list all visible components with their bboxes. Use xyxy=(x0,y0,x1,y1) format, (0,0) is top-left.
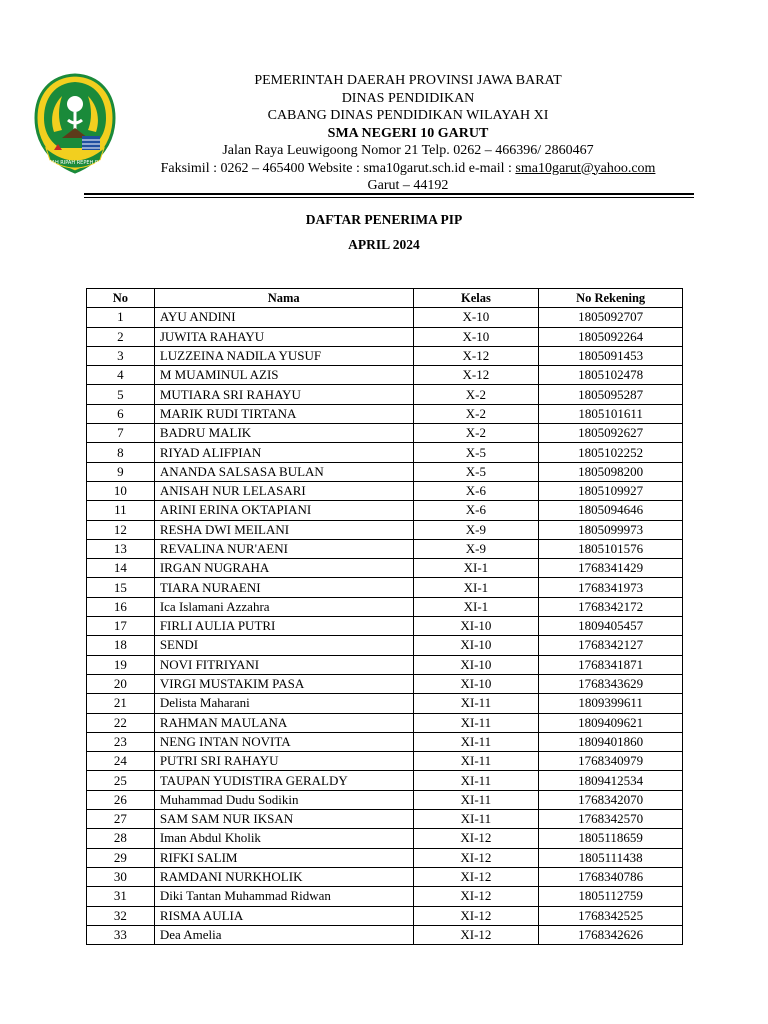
cell-kelas: X-5 xyxy=(413,462,539,481)
cell-no: 22 xyxy=(87,713,155,732)
table-row xyxy=(87,694,683,713)
cell-kelas: XI-11 xyxy=(413,713,539,732)
table-row xyxy=(87,308,683,327)
header-email-link[interactable]: sma10garut@yahoo.com xyxy=(515,160,656,176)
cell-no: 10 xyxy=(87,481,155,500)
west-java-emblem-icon xyxy=(32,72,118,176)
cell-nama: RESHA DWI MEILANI xyxy=(154,520,413,539)
cell-no: 17 xyxy=(87,617,155,636)
cell-no-rekening: 1768342626 xyxy=(539,925,683,944)
cell-no-rekening: 1768341429 xyxy=(539,559,683,578)
table-row xyxy=(87,810,683,829)
cell-no-rekening: 1805118659 xyxy=(539,829,683,848)
cell-nama: LUZZEINA NADILA YUSUF xyxy=(154,346,413,365)
cell-nama: MUTIARA SRI RAHAYU xyxy=(154,385,413,404)
header-divider-thick xyxy=(84,193,694,195)
cell-no-rekening: 1805112759 xyxy=(539,887,683,906)
cell-kelas: XI-11 xyxy=(413,790,539,809)
cell-kelas: X-6 xyxy=(413,481,539,500)
cell-nama: RIYAD ALIFPIAN xyxy=(154,443,413,462)
table-row xyxy=(87,520,683,539)
cell-nama: FIRLI AULIA PUTRI xyxy=(154,617,413,636)
table-row xyxy=(87,578,683,597)
table-row xyxy=(87,829,683,848)
recipients-table xyxy=(86,288,683,945)
cell-nama: PUTRI SRI RAHAYU xyxy=(154,752,413,771)
cell-nama: ANISAH NUR LELASARI xyxy=(154,481,413,500)
table-row xyxy=(87,366,683,385)
header-nama: Nama xyxy=(154,289,413,308)
cell-kelas: XI-12 xyxy=(413,925,539,944)
cell-nama: RISMA AULIA xyxy=(154,906,413,925)
cell-kelas: XI-12 xyxy=(413,848,539,867)
cell-no-rekening: 1809405457 xyxy=(539,617,683,636)
cell-kelas: X-9 xyxy=(413,520,539,539)
cell-kelas: X-5 xyxy=(413,443,539,462)
cell-no-rekening: 1768342525 xyxy=(539,906,683,925)
cell-kelas: XI-1 xyxy=(413,578,539,597)
header-city: Garut – 44192 xyxy=(367,178,449,193)
cell-nama: NENG INTAN NOVITA xyxy=(154,732,413,751)
cell-no: 27 xyxy=(87,810,155,829)
cell-no: 6 xyxy=(87,404,155,423)
header-no-rekening: No Rekening xyxy=(539,289,683,308)
cell-kelas: X-10 xyxy=(413,327,539,346)
header-address: Jalan Raya Leuwigoong Nomor 21 Telp. 0262 – 466396/ 2860467 xyxy=(222,143,594,158)
header-government: PEMERINTAH DAERAH PROVINSI JAWA BARAT xyxy=(254,73,562,88)
cell-kelas: X-12 xyxy=(413,346,539,365)
cell-no: 24 xyxy=(87,752,155,771)
cell-no: 23 xyxy=(87,732,155,751)
cell-no: 5 xyxy=(87,385,155,404)
cell-kelas: XI-10 xyxy=(413,655,539,674)
table-row xyxy=(87,906,683,925)
table-row xyxy=(87,732,683,751)
cell-kelas: XI-12 xyxy=(413,829,539,848)
cell-nama: Ica Islamani Azzahra xyxy=(154,597,413,616)
cell-nama: SENDI xyxy=(154,636,413,655)
cell-no: 32 xyxy=(87,906,155,925)
cell-no-rekening: 1768341871 xyxy=(539,655,683,674)
cell-kelas: XI-12 xyxy=(413,887,539,906)
cell-nama: MARIK RUDI TIRTANA xyxy=(154,404,413,423)
header-contact xyxy=(128,160,688,178)
table-row xyxy=(87,597,683,616)
cell-no-rekening: 1805109927 xyxy=(539,481,683,500)
cell-kelas: XI-11 xyxy=(413,752,539,771)
cell-no-rekening: 1809412534 xyxy=(539,771,683,790)
cell-kelas: XI-10 xyxy=(413,636,539,655)
header-divider-thin xyxy=(84,197,694,198)
cell-nama: VIRGI MUSTAKIM PASA xyxy=(154,674,413,693)
cell-no: 33 xyxy=(87,925,155,944)
table-row xyxy=(87,771,683,790)
cell-no: 1 xyxy=(87,308,155,327)
header-kelas: Kelas xyxy=(413,289,539,308)
cell-no: 11 xyxy=(87,501,155,520)
cell-kelas: XI-10 xyxy=(413,674,539,693)
cell-nama: RAHMAN MAULANA xyxy=(154,713,413,732)
cell-no: 3 xyxy=(87,346,155,365)
cell-nama: TAUPAN YUDISTIRA GERALDY xyxy=(154,771,413,790)
cell-kelas: X-10 xyxy=(413,308,539,327)
cell-no-rekening: 1805102252 xyxy=(539,443,683,462)
table-row xyxy=(87,443,683,462)
table-row xyxy=(87,404,683,423)
cell-nama: SAM SAM NUR IKSAN xyxy=(154,810,413,829)
cell-no: 2 xyxy=(87,327,155,346)
cell-no-rekening: 1805092627 xyxy=(539,424,683,443)
cell-kelas: X-2 xyxy=(413,424,539,443)
table-row xyxy=(87,501,683,520)
header-fax-website: Faksimil : 0262 – 465400 Website : sma10garut.sch.id e-mail : xyxy=(160,160,516,176)
header-school-name: SMA NEGERI 10 GARUT xyxy=(327,125,489,141)
cell-no: 14 xyxy=(87,559,155,578)
cell-no-rekening: 1768343629 xyxy=(539,674,683,693)
cell-kelas: X-2 xyxy=(413,404,539,423)
cell-nama: REVALINA NUR'AENI xyxy=(154,539,413,558)
cell-no: 25 xyxy=(87,771,155,790)
table-row xyxy=(87,674,683,693)
cell-no: 20 xyxy=(87,674,155,693)
cell-no-rekening: 1768342570 xyxy=(539,810,683,829)
cell-no-rekening: 1805095287 xyxy=(539,385,683,404)
table-row xyxy=(87,655,683,674)
header-department: DINAS PENDIDIKAN xyxy=(341,90,475,106)
cell-kelas: X-2 xyxy=(413,385,539,404)
cell-no: 16 xyxy=(87,597,155,616)
cell-kelas: XI-12 xyxy=(413,906,539,925)
cell-nama: RIFKI SALIM xyxy=(154,848,413,867)
table-row xyxy=(87,539,683,558)
document-title: DAFTAR PENERIMA PIP xyxy=(305,212,463,227)
table-row xyxy=(87,752,683,771)
cell-nama: JUWITA RAHAYU xyxy=(154,327,413,346)
cell-nama: ARINI ERINA OKTAPIANI xyxy=(154,501,413,520)
cell-no: 28 xyxy=(87,829,155,848)
cell-nama: Dea Amelia xyxy=(154,925,413,944)
cell-kelas: X-6 xyxy=(413,501,539,520)
cell-kelas: XI-11 xyxy=(413,771,539,790)
cell-no-rekening: 1805111438 xyxy=(539,848,683,867)
cell-nama: IRGAN NUGRAHA xyxy=(154,559,413,578)
letterhead xyxy=(128,72,688,195)
logo-motto: GEMAH RIPAH REPEH RAPIH xyxy=(40,160,110,166)
cell-nama: BADRU MALIK xyxy=(154,424,413,443)
cell-no-rekening: 1805092707 xyxy=(539,308,683,327)
cell-no: 31 xyxy=(87,887,155,906)
table-row xyxy=(87,925,683,944)
cell-no-rekening: 1805091453 xyxy=(539,346,683,365)
cell-kelas: XI-1 xyxy=(413,559,539,578)
cell-kelas: XI-10 xyxy=(413,617,539,636)
cell-no: 8 xyxy=(87,443,155,462)
table-row xyxy=(87,462,683,481)
cell-no-rekening: 1768340786 xyxy=(539,867,683,886)
cell-nama: Diki Tantan Muhammad Ridwan xyxy=(154,887,413,906)
cell-no-rekening: 1805094646 xyxy=(539,501,683,520)
cell-no: 30 xyxy=(87,867,155,886)
cell-no-rekening: 1768342070 xyxy=(539,790,683,809)
cell-no-rekening: 1805102478 xyxy=(539,366,683,385)
document-period: APRIL 2024 xyxy=(348,237,420,252)
header-no: No xyxy=(87,289,155,308)
cell-no: 15 xyxy=(87,578,155,597)
table-row xyxy=(87,617,683,636)
table-row xyxy=(87,713,683,732)
cell-no: 19 xyxy=(87,655,155,674)
cell-kelas: XI-11 xyxy=(413,810,539,829)
cell-nama: ANANDA SALSASA BULAN xyxy=(154,462,413,481)
header-branch: CABANG DINAS PENDIDIKAN WILAYAH XI xyxy=(267,108,549,123)
cell-kelas: X-9 xyxy=(413,539,539,558)
cell-kelas: XI-1 xyxy=(413,597,539,616)
table-row xyxy=(87,424,683,443)
cell-kelas: XI-11 xyxy=(413,694,539,713)
cell-no-rekening: 1809401860 xyxy=(539,732,683,751)
cell-no: 4 xyxy=(87,366,155,385)
cell-nama: RAMDANI NURKHOLIK xyxy=(154,867,413,886)
table-row xyxy=(87,327,683,346)
cell-no: 29 xyxy=(87,848,155,867)
cell-nama: Delista Maharani xyxy=(154,694,413,713)
table-row xyxy=(87,790,683,809)
table-row xyxy=(87,887,683,906)
cell-no: 9 xyxy=(87,462,155,481)
cell-nama: NOVI FITRIYANI xyxy=(154,655,413,674)
cell-nama: Muhammad Dudu Sodikin xyxy=(154,790,413,809)
cell-kelas: X-12 xyxy=(413,366,539,385)
cell-no: 21 xyxy=(87,694,155,713)
table-header-row xyxy=(87,289,683,308)
table-row xyxy=(87,848,683,867)
cell-no-rekening: 1805099973 xyxy=(539,520,683,539)
cell-kelas: XI-11 xyxy=(413,732,539,751)
table-row xyxy=(87,867,683,886)
table-row xyxy=(87,346,683,365)
cell-nama: Iman Abdul Kholik xyxy=(154,829,413,848)
cell-no-rekening: 1805092264 xyxy=(539,327,683,346)
cell-kelas: XI-12 xyxy=(413,867,539,886)
cell-no: 13 xyxy=(87,539,155,558)
cell-no: 12 xyxy=(87,520,155,539)
cell-no-rekening: 1805098200 xyxy=(539,462,683,481)
cell-nama: M MUAMINUL AZIS xyxy=(154,366,413,385)
cell-no-rekening: 1809399611 xyxy=(539,694,683,713)
cell-no: 7 xyxy=(87,424,155,443)
cell-no-rekening: 1768341973 xyxy=(539,578,683,597)
cell-no: 26 xyxy=(87,790,155,809)
table-row xyxy=(87,385,683,404)
table-row xyxy=(87,559,683,578)
table-row xyxy=(87,481,683,500)
cell-no-rekening: 1768340979 xyxy=(539,752,683,771)
cell-no-rekening: 1768342127 xyxy=(539,636,683,655)
cell-no: 18 xyxy=(87,636,155,655)
cell-nama: TIARA NURAENI xyxy=(154,578,413,597)
cell-nama: AYU ANDINI xyxy=(154,308,413,327)
cell-no-rekening: 1805101611 xyxy=(539,404,683,423)
cell-no-rekening: 1809409621 xyxy=(539,713,683,732)
cell-no-rekening: 1768342172 xyxy=(539,597,683,616)
cell-no-rekening: 1805101576 xyxy=(539,539,683,558)
table-row xyxy=(87,636,683,655)
